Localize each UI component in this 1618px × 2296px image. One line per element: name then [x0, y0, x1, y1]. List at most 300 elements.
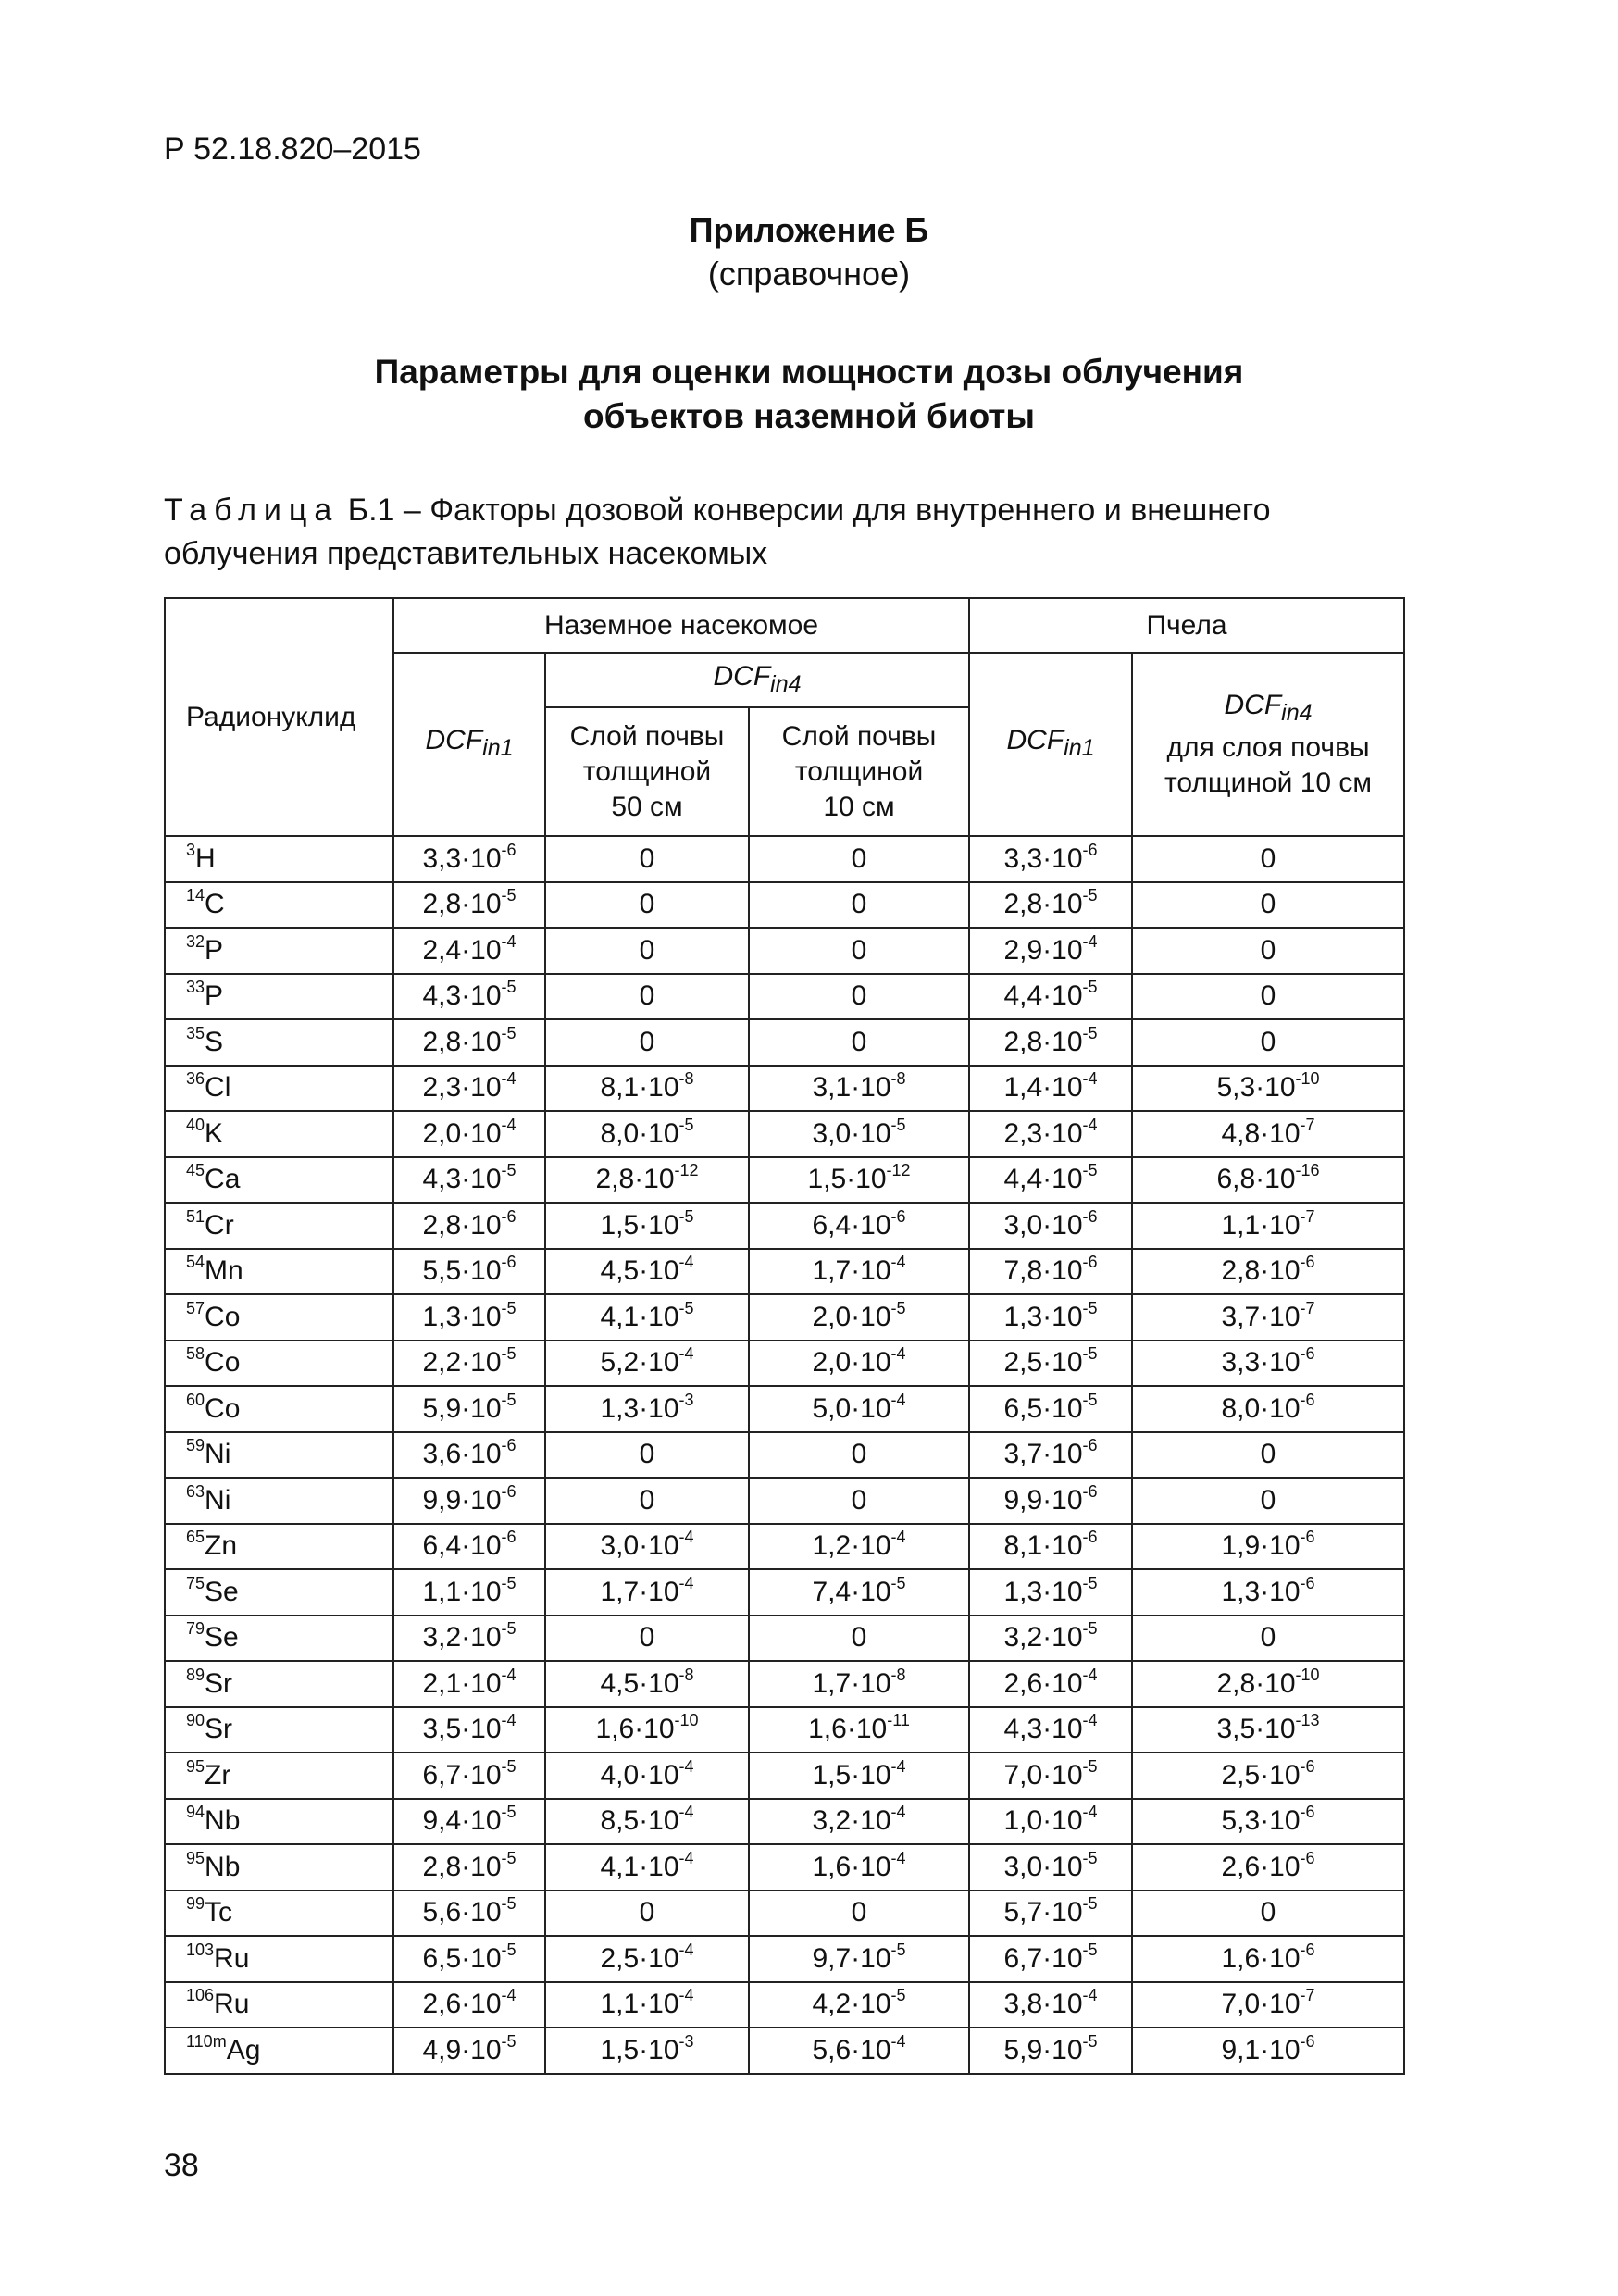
bee-dcf-in4-cell — [1132, 1524, 1404, 1570]
table-row — [165, 1157, 1404, 1204]
exponent: -5 — [1082, 1619, 1098, 1639]
exponent: -5 — [1082, 1848, 1098, 1867]
element-symbol: Sr — [205, 1667, 233, 1699]
bee-dcf-in1-cell — [969, 1569, 1132, 1616]
coefficient: 0 — [851, 1439, 867, 1470]
element-symbol: Ru — [214, 1942, 250, 1974]
radionuclide-cell — [165, 928, 393, 974]
coefficient: 1,6·10 — [1221, 1942, 1301, 1974]
exponent: -7 — [1300, 1298, 1315, 1317]
mass-number: 57 — [186, 1298, 205, 1317]
coefficient: 1,1·10 — [600, 1989, 679, 2020]
coefficient: 0 — [851, 1026, 867, 1057]
exponent: -4 — [1082, 931, 1098, 951]
exponent: -5 — [501, 1803, 517, 1822]
coefficient: 3,3·10 — [422, 842, 502, 874]
coefficient: 5,7·10 — [1003, 1897, 1083, 1928]
table-row — [165, 1432, 1404, 1479]
coefficient: 4,1·10 — [600, 1301, 679, 1332]
exponent: -5 — [678, 1206, 694, 1226]
exponent: -10 — [674, 1711, 699, 1730]
coefficient: 3,0·10 — [1003, 1209, 1083, 1241]
ground-dcf-in1-cell — [393, 928, 545, 974]
mass-number: 90 — [186, 1711, 205, 1730]
coefficient: 4,2·10 — [812, 1989, 891, 2020]
bee-dcf-in1-cell — [969, 1294, 1132, 1341]
element-symbol: Mn — [205, 1255, 243, 1287]
exponent: -4 — [1082, 1986, 1098, 2005]
ground-dcf-in4-10cm-cell — [749, 1936, 969, 1982]
coefficient: 2,8·10 — [422, 889, 502, 920]
coefficient: 2,1·10 — [422, 1667, 502, 1699]
mass-number: 65 — [186, 1528, 205, 1547]
exponent: -6 — [501, 840, 517, 859]
dcf-symbol: DCF — [1224, 690, 1282, 720]
bee-dcf-in4-cell — [1132, 1616, 1404, 1662]
bee-dcf-in4-cell — [1132, 974, 1404, 1020]
coefficient: 3,0·10 — [812, 1117, 891, 1149]
coefficient: 1,5·10 — [600, 1209, 679, 1241]
exponent: -4 — [678, 1986, 694, 2005]
bee-layer-line-1: для слоя почвы — [1166, 732, 1370, 763]
coefficient: 7,0·10 — [1221, 1989, 1301, 2020]
exponent: -4 — [890, 1803, 906, 1822]
radionuclide-cell — [165, 1066, 393, 1112]
table-row — [165, 1478, 1404, 1524]
bee-dcf-in1-cell — [969, 1157, 1132, 1204]
bee-dcf-in1-cell — [969, 1432, 1132, 1479]
exponent: -5 — [1082, 1756, 1098, 1776]
exponent: -5 — [1082, 978, 1098, 997]
exponent: -6 — [1082, 1481, 1098, 1501]
coefficient: 1,6·10 — [812, 1851, 891, 1882]
coefficient: 4,0·10 — [600, 1759, 679, 1791]
element-symbol: Nb — [205, 1851, 241, 1882]
coefficient: 0 — [1260, 1439, 1276, 1470]
coefficient: 3,3·10 — [1003, 842, 1083, 874]
ground-dcf-in1-cell — [393, 1386, 545, 1432]
bee-dcf-in1-cell — [969, 1844, 1132, 1890]
exponent: -4 — [501, 931, 517, 951]
ground-dcf-in1-cell — [393, 1478, 545, 1524]
ground-dcf-in1-cell — [393, 1616, 545, 1662]
table-row — [165, 1844, 1404, 1890]
exponent: -5 — [890, 1573, 906, 1592]
coefficient: 4,5·10 — [600, 1255, 679, 1287]
exponent: -8 — [678, 1665, 694, 1684]
header-ground-dcf-in4 — [545, 653, 969, 707]
exponent: -4 — [678, 1253, 694, 1272]
bee-dcf-in1-cell — [969, 1019, 1132, 1066]
radionuclide-cell — [165, 1111, 393, 1157]
coefficient: 2,6·10 — [1003, 1667, 1083, 1699]
coefficient: 1,3·10 — [1221, 1576, 1301, 1607]
coefficient: 9,9·10 — [1003, 1484, 1083, 1516]
dcf-subscript: in1 — [1064, 735, 1095, 761]
exponent: -8 — [890, 1665, 906, 1684]
table-row — [165, 1616, 1404, 1662]
coefficient: 2,8·10 — [422, 1851, 502, 1882]
mass-number: 79 — [186, 1619, 205, 1639]
exponent: -5 — [1082, 1344, 1098, 1364]
coefficient: 3,7·10 — [1003, 1439, 1083, 1470]
exponent: -4 — [678, 1573, 694, 1592]
bee-dcf-in4-cell — [1132, 1661, 1404, 1707]
ground-dcf-in4-10cm-cell — [749, 1203, 969, 1249]
ground-dcf-in1-cell — [393, 1066, 545, 1112]
ground-dcf-in4-50cm-cell — [545, 1661, 749, 1707]
radionuclide-cell — [165, 1936, 393, 1982]
exponent: -6 — [1300, 1573, 1315, 1592]
coefficient: 2,8·10 — [595, 1164, 675, 1195]
exponent: -4 — [1082, 1115, 1098, 1134]
table-row — [165, 1569, 1404, 1616]
coefficient: 0 — [851, 980, 867, 1012]
ground-dcf-in4-10cm-cell — [749, 882, 969, 929]
exponent: -4 — [1082, 1069, 1098, 1089]
mass-number: 89 — [186, 1665, 205, 1684]
coefficient: 3,8·10 — [1003, 1989, 1083, 2020]
bee-dcf-in1-cell — [969, 1936, 1132, 1982]
element-symbol: Sr — [205, 1714, 233, 1745]
element-symbol: Cl — [205, 1072, 231, 1104]
ground-dcf-in4-50cm-cell — [545, 1432, 749, 1479]
coefficient: 3,1·10 — [812, 1072, 891, 1104]
exponent: -8 — [678, 1069, 694, 1089]
bee-dcf-in1-cell — [969, 1386, 1132, 1432]
coefficient: 0 — [1260, 980, 1276, 1012]
coefficient: 7,0·10 — [1003, 1759, 1083, 1791]
exponent: -4 — [1082, 1803, 1098, 1822]
mass-number: 35 — [186, 1023, 205, 1042]
exponent: -6 — [1082, 1206, 1098, 1226]
radionuclide-cell — [165, 1386, 393, 1432]
bee-layer-line-2: толщиной 10 см — [1164, 767, 1373, 798]
coefficient: 1,5·10 — [807, 1164, 887, 1195]
exponent: -6 — [1300, 1344, 1315, 1364]
table-row — [165, 1890, 1404, 1937]
exponent: -7 — [1300, 1986, 1315, 2005]
exponent: -5 — [1082, 1298, 1098, 1317]
element-symbol: Ca — [205, 1164, 241, 1195]
bee-dcf-in1-cell — [969, 974, 1132, 1020]
ground-dcf-in4-10cm-cell — [749, 1111, 969, 1157]
radionuclide-cell — [165, 1707, 393, 1753]
ground-dcf-in4-10cm-cell — [749, 1616, 969, 1662]
radionuclide-cell — [165, 1249, 393, 1295]
coefficient: 2,0·10 — [422, 1117, 502, 1149]
exponent: -5 — [501, 1573, 517, 1592]
bee-dcf-in4-cell — [1132, 1982, 1404, 2028]
coefficient: 5,3·10 — [1221, 1805, 1301, 1837]
bee-dcf-in4-cell — [1132, 2028, 1404, 2074]
element-symbol: Se — [205, 1576, 239, 1607]
table-row — [165, 1707, 1404, 1753]
coefficient: 0 — [1260, 1897, 1276, 1928]
exponent: -13 — [1295, 1711, 1320, 1730]
coefficient: 6,5·10 — [422, 1942, 502, 1974]
ground-dcf-in4-10cm-cell — [749, 974, 969, 1020]
ground-dcf-in4-50cm-cell — [545, 1982, 749, 2028]
exponent: -6 — [1082, 840, 1098, 859]
bee-dcf-in1-cell — [969, 1524, 1132, 1570]
ground-dcf-in1-cell — [393, 1661, 545, 1707]
bee-dcf-in4-cell — [1132, 1019, 1404, 1066]
ground-dcf-in4-50cm-cell — [545, 882, 749, 929]
ground-dcf-in4-10cm-cell — [749, 1844, 969, 1890]
coefficient: 2,3·10 — [422, 1072, 502, 1104]
ground-dcf-in4-50cm-cell — [545, 1707, 749, 1753]
mass-number: 33 — [186, 978, 205, 997]
ground-dcf-in4-10cm-cell — [749, 1524, 969, 1570]
ground-dcf-in1-cell — [393, 1524, 545, 1570]
coefficient: 5,9·10 — [1003, 2034, 1083, 2065]
radionuclide-cell — [165, 1478, 393, 1524]
ground-dcf-in1-cell — [393, 1936, 545, 1982]
bee-dcf-in1-cell — [969, 1203, 1132, 1249]
mass-number: 103 — [186, 1940, 215, 1959]
ground-dcf-in4-50cm-cell — [545, 1524, 749, 1570]
bee-dcf-in1-cell — [969, 1249, 1132, 1295]
ground-dcf-in4-50cm-cell — [545, 1249, 749, 1295]
bee-dcf-in1-cell — [969, 882, 1132, 929]
ground-dcf-in4-50cm-cell — [545, 2028, 749, 2074]
coefficient: 0 — [851, 842, 867, 874]
exponent: -4 — [1082, 1711, 1098, 1730]
exponent: -6 — [1300, 1940, 1315, 1959]
coefficient: 1,3·10 — [600, 1392, 679, 1424]
exponent: -5 — [501, 1161, 517, 1180]
element-symbol: Co — [205, 1347, 241, 1379]
coefficient: 8,1·10 — [600, 1072, 679, 1104]
coefficient: 9,4·10 — [422, 1805, 502, 1837]
ground-dcf-in4-10cm-cell — [749, 836, 969, 882]
ground-dcf-in4-50cm-cell — [545, 1890, 749, 1937]
coefficient: 7,8·10 — [1003, 1255, 1083, 1287]
coefficient: 2,5·10 — [1221, 1759, 1301, 1791]
mass-number: 63 — [186, 1481, 205, 1501]
ground-dcf-in4-50cm-cell — [545, 1844, 749, 1890]
coefficient: 0 — [639, 980, 655, 1012]
exponent: -5 — [501, 2031, 517, 2051]
ground-dcf-in4-10cm-cell — [749, 1249, 969, 1295]
bee-dcf-in4-cell — [1132, 1753, 1404, 1799]
coefficient: 0 — [639, 1622, 655, 1653]
coefficient: 1,9·10 — [1221, 1530, 1301, 1562]
exponent: -6 — [1082, 1528, 1098, 1547]
bee-dcf-in1-cell — [969, 1478, 1132, 1524]
coefficient: 0 — [1260, 1484, 1276, 1516]
mass-number: 3 — [186, 840, 196, 859]
exponent: -5 — [501, 1298, 517, 1317]
ground-dcf-in1-cell — [393, 1432, 545, 1479]
table-caption — [164, 489, 1460, 576]
coefficient: 7,4·10 — [812, 1576, 891, 1607]
mass-number: 94 — [186, 1803, 205, 1822]
coefficient: 1,7·10 — [812, 1667, 891, 1699]
table-row — [165, 1661, 1404, 1707]
soil-10-line-1: Слой почвы — [781, 720, 937, 752]
coefficient: 6,8·10 — [1216, 1164, 1296, 1195]
radionuclide-cell — [165, 974, 393, 1020]
coefficient: 3,2·10 — [1003, 1622, 1083, 1653]
element-symbol: P — [205, 934, 224, 966]
coefficient: 4,3·10 — [422, 1164, 502, 1195]
radionuclide-cell — [165, 882, 393, 929]
ground-dcf-in4-10cm-cell — [749, 1478, 969, 1524]
bee-dcf-in4-cell — [1132, 1936, 1404, 1982]
coefficient: 2,5·10 — [600, 1942, 679, 1974]
ground-dcf-in4-10cm-cell — [749, 1019, 969, 1066]
bee-dcf-in4-cell — [1132, 1294, 1404, 1341]
coefficient: 3,3·10 — [1221, 1347, 1301, 1379]
ground-dcf-in4-50cm-cell — [545, 1799, 749, 1845]
ground-dcf-in4-10cm-cell — [749, 1707, 969, 1753]
ground-dcf-in1-cell — [393, 1707, 545, 1753]
coefficient: 1,1·10 — [1221, 1209, 1301, 1241]
exponent: -5 — [501, 1023, 517, 1042]
coefficient: 0 — [851, 889, 867, 920]
radionuclide-cell — [165, 1432, 393, 1479]
mass-number: 99 — [186, 1894, 205, 1914]
coefficient: 0 — [851, 1897, 867, 1928]
bee-dcf-in1-cell — [969, 1707, 1132, 1753]
ground-dcf-in1-cell — [393, 1569, 545, 1616]
exponent: -5 — [501, 886, 517, 905]
dcf-symbol: DCF — [713, 660, 771, 692]
bee-dcf-in1-cell — [969, 1661, 1132, 1707]
coefficient: 4,3·10 — [422, 980, 502, 1012]
ground-dcf-in1-cell — [393, 1341, 545, 1387]
table-row — [165, 1249, 1404, 1295]
ground-dcf-in1-cell — [393, 1203, 545, 1249]
coefficient: 3,5·10 — [422, 1714, 502, 1745]
ground-dcf-in4-50cm-cell — [545, 1478, 749, 1524]
coefficient: 4,4·10 — [1003, 1164, 1083, 1195]
coefficient: 1,5·10 — [812, 1759, 891, 1791]
exponent: -6 — [501, 1528, 517, 1547]
table-caption-line-2: облучения представительных насекомых — [164, 536, 768, 571]
exponent: -6 — [1300, 1390, 1315, 1409]
radionuclide-cell — [165, 1982, 393, 2028]
bee-dcf-in4-cell — [1132, 1157, 1404, 1204]
radionuclide-cell — [165, 1203, 393, 1249]
element-symbol: C — [205, 889, 225, 920]
exponent: -4 — [678, 1344, 694, 1364]
radionuclide-cell — [165, 1616, 393, 1662]
ground-dcf-in4-50cm-cell — [545, 974, 749, 1020]
radionuclide-cell — [165, 1799, 393, 1845]
exponent: -5 — [1082, 1023, 1098, 1042]
coefficient: 2,4·10 — [422, 934, 502, 966]
coefficient: 1,3·10 — [1003, 1301, 1083, 1332]
bee-dcf-in4-cell — [1132, 1707, 1404, 1753]
coefficient: 1,2·10 — [812, 1530, 891, 1562]
bee-dcf-in4-cell — [1132, 882, 1404, 929]
exponent: -5 — [1082, 1894, 1098, 1914]
ground-dcf-in1-cell — [393, 1982, 545, 2028]
exponent: -10 — [1295, 1069, 1320, 1089]
ground-dcf-in1-cell — [393, 1294, 545, 1341]
mass-number: 36 — [186, 1069, 205, 1089]
radionuclide-cell — [165, 1341, 393, 1387]
coefficient: 1,5·10 — [600, 2034, 679, 2065]
ground-dcf-in4-10cm-cell — [749, 1569, 969, 1616]
table-row — [165, 1019, 1404, 1066]
exponent: -16 — [1295, 1161, 1320, 1180]
element-symbol: Se — [205, 1622, 239, 1653]
coefficient: 1,4·10 — [1003, 1072, 1083, 1104]
coefficient: 0 — [639, 1897, 655, 1928]
header-radionuclide: Радионуклид — [165, 598, 393, 836]
bee-dcf-in1-cell — [969, 1066, 1132, 1112]
exponent: -5 — [1082, 2031, 1098, 2051]
ground-dcf-in4-50cm-cell — [545, 1294, 749, 1341]
exponent: -5 — [1082, 1161, 1098, 1180]
table-row — [165, 1799, 1404, 1845]
ground-dcf-in1-cell — [393, 1157, 545, 1204]
bee-dcf-in1-cell — [969, 1982, 1132, 2028]
mass-number: 58 — [186, 1344, 205, 1364]
ground-dcf-in4-10cm-cell — [749, 2028, 969, 2074]
exponent: -5 — [1082, 1940, 1098, 1959]
exponent: -6 — [501, 1481, 517, 1501]
exponent: -4 — [501, 1115, 517, 1134]
coefficient: 1,1·10 — [422, 1576, 502, 1607]
coefficient: 2,2·10 — [422, 1347, 502, 1379]
coefficient: 2,9·10 — [1003, 934, 1083, 966]
coefficient: 5,6·10 — [812, 2034, 891, 2065]
radionuclide-cell — [165, 1524, 393, 1570]
bee-dcf-in1-cell — [969, 1341, 1132, 1387]
exponent: -6 — [1300, 1848, 1315, 1867]
coefficient: 0 — [639, 1484, 655, 1516]
mass-number: 14 — [186, 886, 205, 905]
bee-dcf-in4-cell — [1132, 1386, 1404, 1432]
ground-dcf-in1-cell — [393, 1249, 545, 1295]
coefficient: 5,9·10 — [422, 1392, 502, 1424]
radionuclide-cell — [165, 1569, 393, 1616]
appendix-subtitle: (справочное) — [707, 255, 911, 293]
exponent: -5 — [501, 1894, 517, 1914]
coefficient: 2,8·10 — [1216, 1667, 1296, 1699]
table-row — [165, 928, 1404, 974]
exponent: -5 — [501, 1390, 517, 1409]
ground-dcf-in1-cell — [393, 1111, 545, 1157]
exponent: -6 — [501, 1436, 517, 1455]
dcf-subscript: in4 — [770, 670, 802, 697]
table-row — [165, 974, 1404, 1020]
coefficient: 4,8·10 — [1221, 1117, 1301, 1149]
mass-number: 54 — [186, 1253, 205, 1272]
exponent: -4 — [501, 1665, 517, 1684]
coefficient: 5,3·10 — [1216, 1072, 1296, 1104]
radionuclide-cell — [165, 836, 393, 882]
header-bee-dcf-in4 — [1132, 653, 1404, 836]
mass-number: 110m — [186, 2031, 227, 2051]
element-symbol: S — [205, 1026, 224, 1057]
dcf-symbol: DCF — [425, 725, 483, 755]
exponent: -10 — [1295, 1665, 1320, 1684]
coefficient: 0 — [851, 934, 867, 966]
ground-dcf-in4-10cm-cell — [749, 1386, 969, 1432]
exponent: -5 — [890, 1986, 906, 2005]
coefficient: 1,7·10 — [812, 1255, 891, 1287]
bee-dcf-in4-cell — [1132, 1341, 1404, 1387]
ground-dcf-in4-50cm-cell — [545, 1203, 749, 1249]
radionuclide-cell — [165, 1019, 393, 1066]
mass-number: 40 — [186, 1115, 205, 1134]
